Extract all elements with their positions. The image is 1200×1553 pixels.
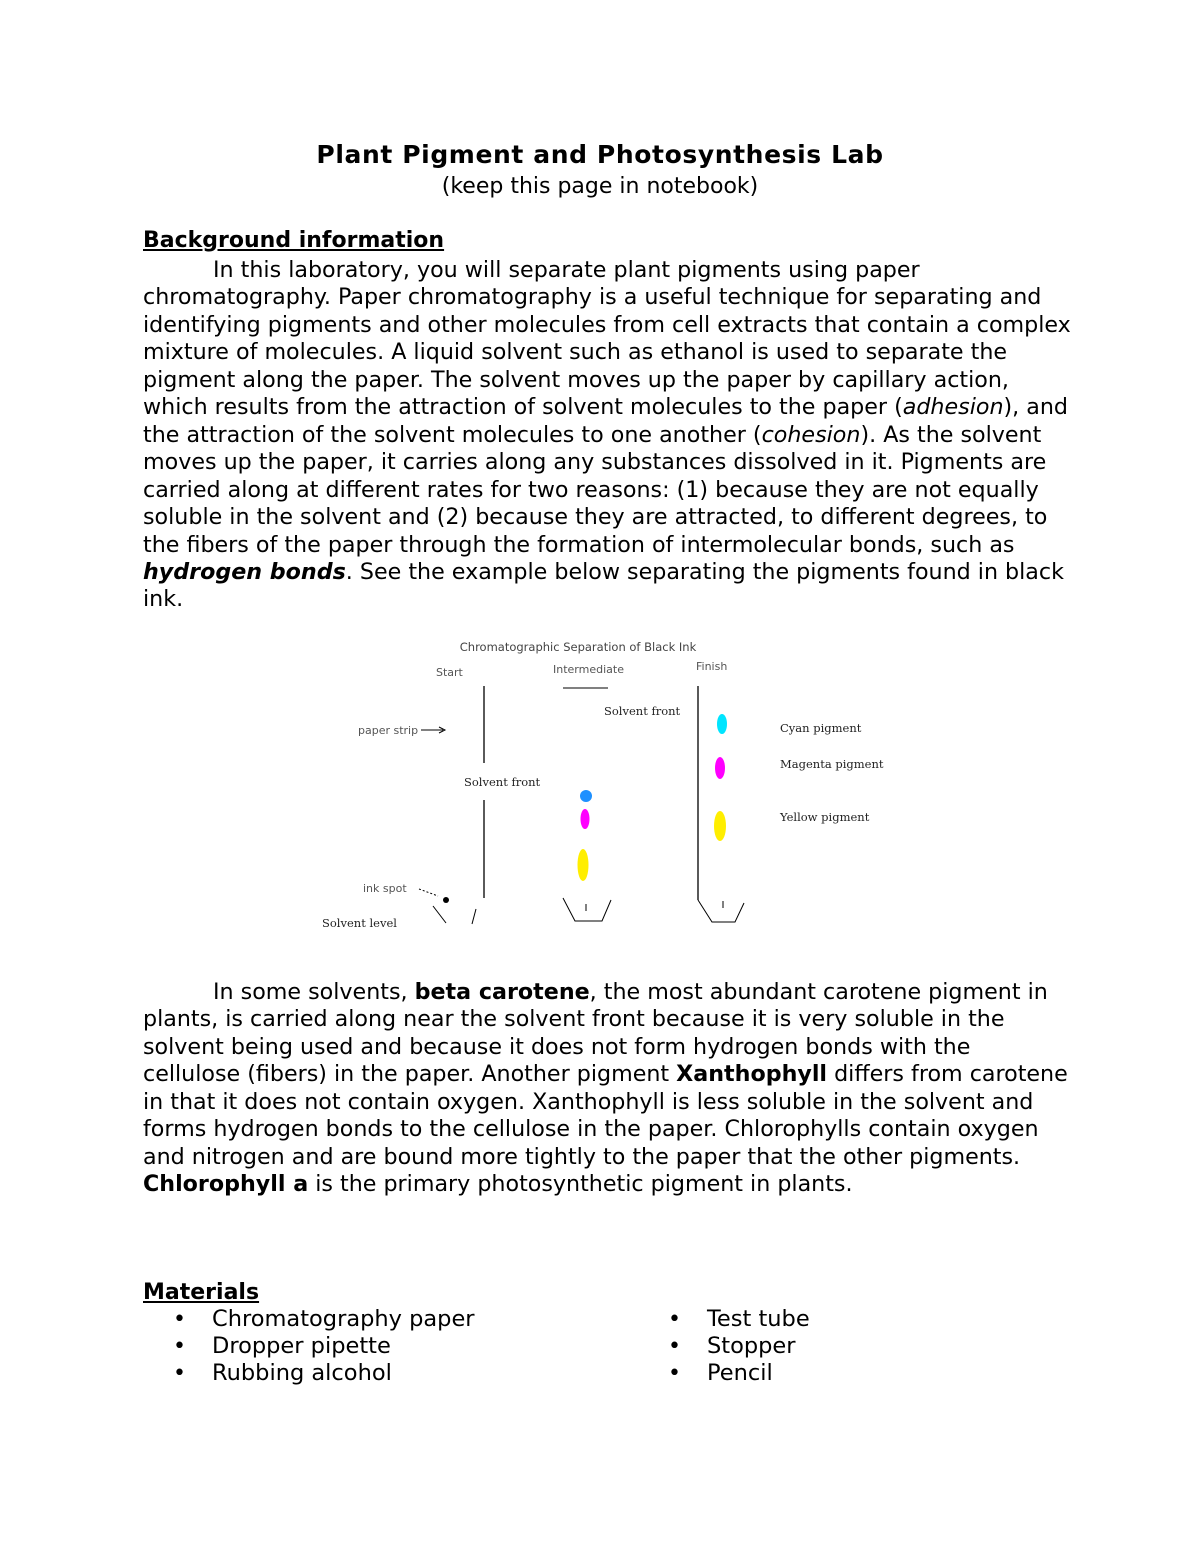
solvent-front-label-2: Solvent front xyxy=(604,704,681,718)
finish-magenta-spot xyxy=(715,757,725,779)
start-beaker-left xyxy=(433,906,446,923)
list-item: • Test tube xyxy=(665,1306,1065,1333)
list-item: • Dropper pipette xyxy=(170,1333,665,1360)
intermediate-strip xyxy=(563,790,611,921)
materials-heading: Materials xyxy=(143,1280,260,1305)
document-subtitle: (keep this page in notebook) xyxy=(441,174,759,199)
chromatography-figure xyxy=(300,630,900,940)
start-beaker-right xyxy=(472,909,476,924)
solvent-level-label: Solvent level xyxy=(322,916,397,930)
finish-beaker xyxy=(698,900,744,922)
list-item: • Pencil xyxy=(665,1360,1065,1387)
document-title: Plant Pigment and Photosynthesis Lab xyxy=(316,140,884,169)
intermediate-yellow-spot xyxy=(578,849,589,881)
cyan-pigment-label: Cyan pigment xyxy=(780,721,862,735)
stage-start-label: Start xyxy=(436,666,463,679)
intermediate-beaker xyxy=(563,898,611,921)
materials-list xyxy=(170,1306,1070,1388)
finish-cyan-spot xyxy=(717,714,727,734)
list-item: • Rubbing alcohol xyxy=(170,1360,665,1387)
figure-title: Chromatographic Separation of Black Ink xyxy=(459,640,697,654)
background-heading: Background information xyxy=(143,228,445,253)
intermediate-blue-spot xyxy=(580,790,592,802)
finish-strip xyxy=(698,686,884,922)
stage-intermediate-label: Intermediate xyxy=(553,663,624,676)
finish-yellow-spot xyxy=(714,811,726,841)
ink-spot xyxy=(443,897,449,903)
yellow-pigment-label: Yellow pigment xyxy=(780,810,870,824)
paper-strip-label: paper strip xyxy=(358,724,419,737)
background-paragraph-1: In this laboratory, you will separate plant pigments using paper chromatography. Paper chromatography is a useful technique for separating and identifying pigments and other molecules from cell extracts that contain a complex mixture of molecules. A liquid solvent such as ethanol is used to separate the pigment along the paper. The solvent moves up the paper by capillary action, which results from the attraction of solvent molecules to the paper (adhesion), and the attraction of the solvent molecules to one another (cohesion). As the solvent moves up the paper, it carries along any substances dissolved in it. Pigments are carried along at different rates for two reasons: (1) because they are not equally soluble in the solvent and (2) because they are attracted, to different degrees, to the fibers of the paper through the formation of intermolecular bonds, such as hydrogen bonds. See the example below separating the pigments found in black ink. xyxy=(143,257,1071,613)
stage-finish-label: Finish xyxy=(696,660,728,673)
intermediate-magenta-spot xyxy=(581,809,590,829)
solvent-front-label-1: Solvent front xyxy=(464,775,541,789)
magenta-pigment-label: Magenta pigment xyxy=(780,757,884,771)
list-item: • Stopper xyxy=(665,1333,1065,1360)
ink-spot-label: ink spot xyxy=(363,882,407,895)
ink-spot-pointer xyxy=(419,889,438,896)
list-item: • Chromatography paper xyxy=(170,1306,665,1333)
background-paragraph-2: In some solvents, beta carotene, the most abundant carotene pigment in plants, is carried along near the solvent front because it is very soluble in the solvent being used and because it does not form hydrogen bonds with the cellulose (fibers) in the paper. Another pigment Xanthophyll differs from carotene in that it does not contain oxygen. Xanthophyll is less soluble in the solvent and forms hydrogen bonds to the cellulose in the paper. Chlorophylls contain oxygen and nitrogen and are bound more tightly to the paper that the other pigments. Chlorophyll a is the primary photosynthetic pigment in plants. xyxy=(143,979,1068,1198)
